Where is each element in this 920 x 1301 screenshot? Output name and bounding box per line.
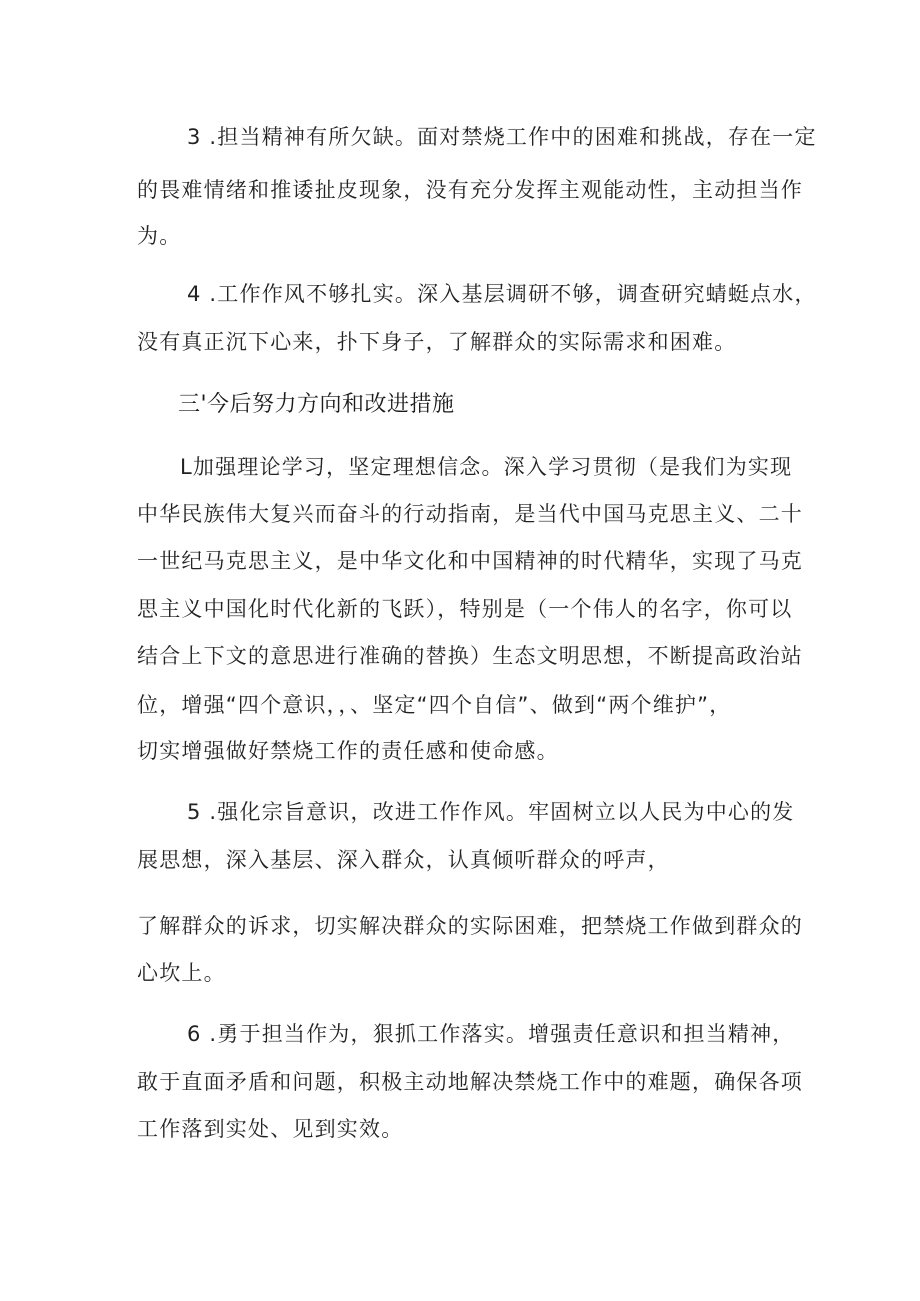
item1-line6: 位，增强“四个意识，，、坚定“四个自信”、做到“两个维护”， <box>137 693 732 717</box>
para3-line1: 3 .担当精神有所欠缺。面对禁烧工作中的困难和挑战，存在一定 <box>187 125 817 149</box>
item5-line2: 展思想，深入基层、深入群众，认真倾听群众的呼声， <box>137 848 670 872</box>
item1-line3: 一世纪马克思主义，是中华文化和中国精神的时代精华，实现了马克 <box>137 549 803 573</box>
item6-line1: 6 .勇于担当作为，狠抓工作落实。增强责任意识和担当精神， <box>187 1022 795 1046</box>
item5-line1: 5 .强化宗旨意识，改进工作作风。牢固树立以人民为中心的发 <box>187 800 795 824</box>
item5-line4: 心坎上。 <box>137 961 226 985</box>
item1-line1: L加强理论学习，坚定理想信念。深入学习贯彻（是我们为实现 <box>180 455 793 479</box>
item1-line4: 思主义中国化时代化新的飞跃），特别是（一个伟人的名字，你可以 <box>137 597 793 621</box>
para4-line2: 没有真正沉下心来，扑下身子，了解群众的实际需求和困难。 <box>137 330 737 354</box>
item1-line5: 结合上下文的意思进行准确的替换）生态文明思想，不断提高政治站 <box>137 644 803 668</box>
para4-line1: 4 .工作作风不够扎实。深入基层调研不够，调查研究蜻蜓点水， <box>187 282 817 306</box>
item5-line3: 了解群众的诉求，切实解决群众的实际困难，把禁烧工作做到群众的 <box>137 914 803 938</box>
section-heading: 三'今后努力方向和改进措施 <box>178 392 455 417</box>
para3-line2: 的畏难情绪和推诿扯皮现象，没有充分发挥主观能动性，主动担当作 <box>137 178 803 202</box>
para3-line3: 为。 <box>137 224 182 248</box>
item6-line2: 敢于直面矛盾和问题，积极主动地解决禁烧工作中的难题，确保各项 <box>137 1070 803 1094</box>
item1-line2: 中华民族伟大复兴而奋斗的行动指南，是当代中国马克思主义、二十 <box>137 502 803 526</box>
item6-line3: 工作落到实处、见到实效。 <box>137 1117 404 1141</box>
item1-line7: 切实增强做好禁烧工作的责任感和使命感。 <box>137 739 559 763</box>
